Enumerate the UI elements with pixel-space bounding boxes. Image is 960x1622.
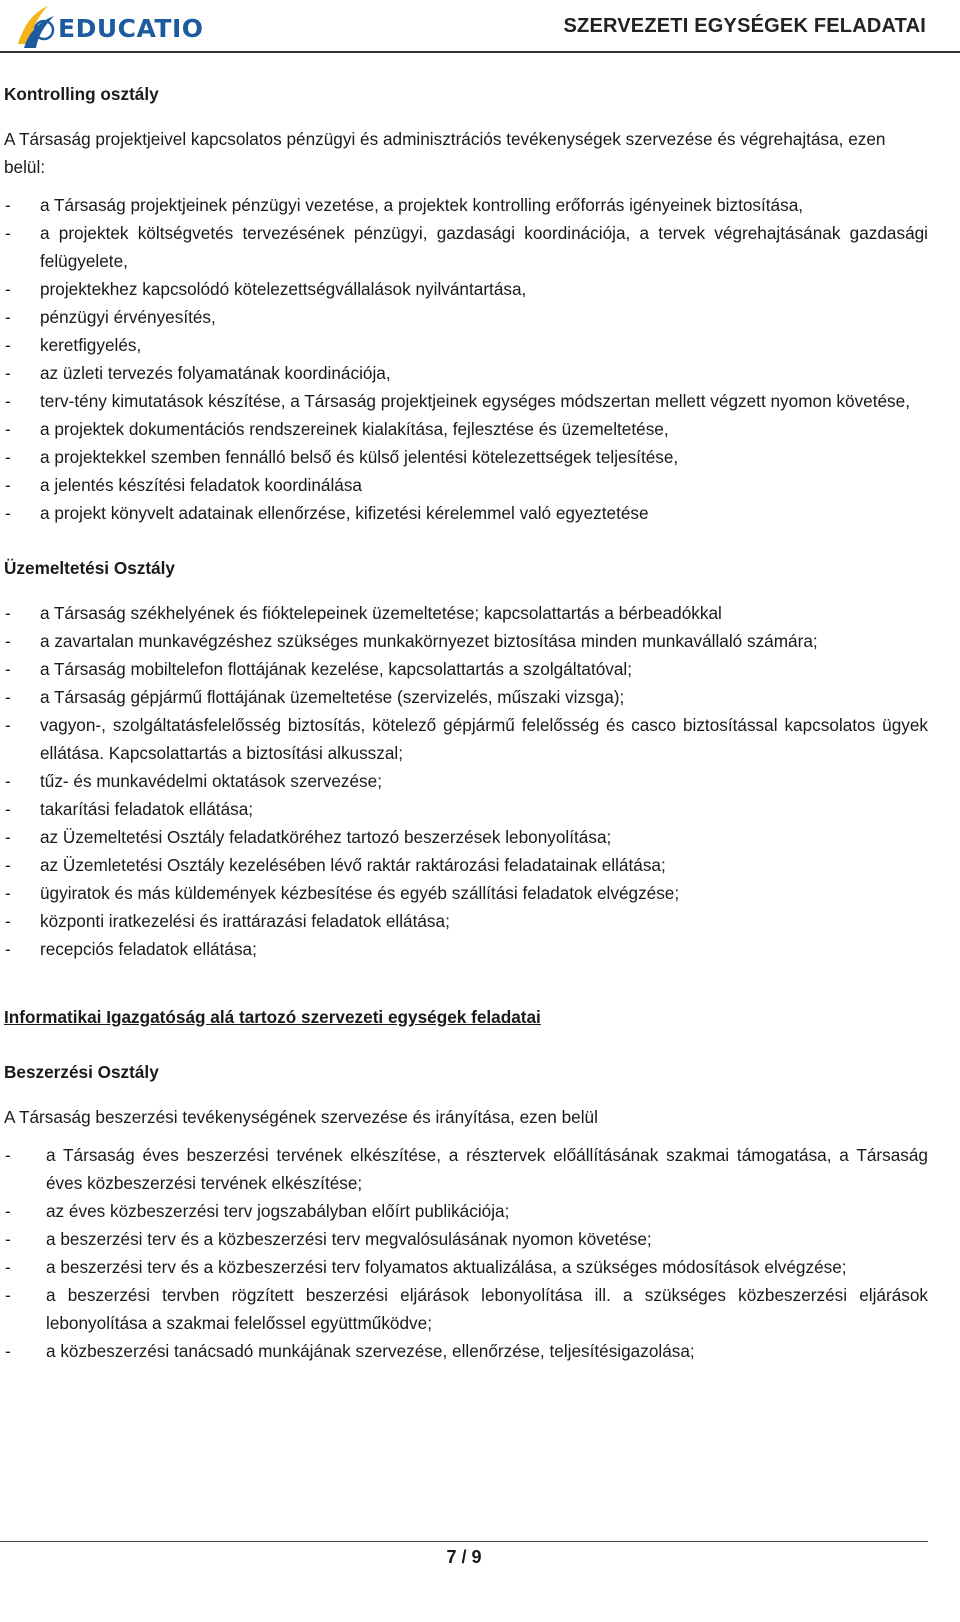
list-item: - a beszerzési terv és a közbeszerzési terv folyamatos aktualizálása, a szükséges módosítások elvégzése; <box>4 1253 928 1281</box>
list-item: - az üzleti tervezés folyamatának koordinációja, <box>4 359 928 387</box>
list-item: - központi iratkezelési és irattárazási feladatok ellátása; <box>4 907 928 935</box>
list-item: - tűz- és munkavédelmi oktatások szervezése; <box>4 767 928 795</box>
list-item: - a Társaság projektjeinek pénzügyi vezetése, a projektek kontrolling erőforrás igényeinek biztosítása, <box>4 191 928 219</box>
list-item: - keretfigyelés, <box>4 331 928 359</box>
list-item: - terv-tény kimutatások készítése, a Társaság projektjeinek egységes módszertan mellett végzett nyomon követése, <box>4 387 928 415</box>
list-item: - recepciós feladatok ellátása; <box>4 935 928 963</box>
beszerzesi-intro: A Társaság beszerzési tevékenységének szervezése és irányítása, ezen belül <box>4 1107 598 1127</box>
list-item: - az Üzemletetési Osztály kezelésében lévő raktár raktározási feladatainak ellátása; <box>4 851 928 879</box>
list-item: - a projektekkel szemben fennálló belső és külső jelentési kötelezettségek teljesítése, <box>4 443 928 471</box>
logo-swoosh-icon <box>14 4 58 50</box>
list-item: - ügyiratok és más küldemények kézbesítése és egyéb szállítási feladatok elvégzése; <box>4 879 928 907</box>
footer-divider <box>0 1541 928 1542</box>
list-item: - a Társaság székhelyének és fióktelepeinek üzemeltetése; kapcsolattartás a bérbeadókkal <box>4 599 928 627</box>
header-title: SZERVEZETI EGYSÉGEK FELADATAI <box>563 15 926 37</box>
kontrolling-heading: Kontrolling osztály <box>4 84 159 104</box>
header-divider <box>0 51 960 53</box>
list-item: - projektekhez kapcsolódó kötelezettségvállalások nyilvántartása, <box>4 275 928 303</box>
page-header <box>0 0 960 56</box>
list-item: - a zavartalan munkavégzéshez szükséges munkakörnyezet biztosítása minden munkavállaló számára; <box>4 627 928 655</box>
uzemeltetesi-list <box>4 599 928 963</box>
list-item: - vagyon-, szolgáltatásfelelősség biztosítás, kötelező gépjármű felelősség és casco biztosítással kapcsolatos ügyek ellátása. Kapcsolattartás a biztosítási alkusszal; <box>4 711 928 767</box>
informatikai-heading: Informatikai Igazgatóság alá tartozó szervezeti egységek feladatai <box>4 1007 541 1027</box>
beszerzesi-heading: Beszerzési Osztály <box>4 1062 159 1082</box>
beszerzesi-list <box>4 1141 928 1365</box>
logo-text: EDUCATIO <box>58 14 204 43</box>
educatio-logo <box>14 4 214 50</box>
list-item: - a Társaság gépjármű flottájának üzemeltetése (szervizelés, műszaki vizsga); <box>4 683 928 711</box>
list-item: - pénzügyi érvényesítés, <box>4 303 928 331</box>
list-item: - a közbeszerzési tanácsadó munkájának szervezése, ellenőrzése, teljesítésigazolása; <box>4 1337 928 1365</box>
list-item: - az Üzemeltetési Osztály feladatköréhez tartozó beszerzések lebonyolítása; <box>4 823 928 851</box>
kontrolling-list <box>4 191 928 527</box>
list-item: - a beszerzési tervben rögzített beszerzési eljárások lebonyolítása ill. a szükséges közbeszerzési eljárások lebonyolítása a szakmai felelőssel együttműködve; <box>4 1281 928 1337</box>
uzemeltetesi-heading: Üzemeltetési Osztály <box>4 558 175 578</box>
list-item: - a projekt könyvelt adatainak ellenőrzése, kifizetési kérelemmel való egyeztetése <box>4 499 928 527</box>
page-number: 7 / 9 <box>446 1547 482 1567</box>
list-item: - takarítási feladatok ellátása; <box>4 795 928 823</box>
list-item: - a Társaság éves beszerzési tervének elkészítése, a résztervek előállításának szakmai támogatása, a Társaság éves közbeszerzési tervének elkészítése; <box>4 1141 928 1197</box>
list-item: - a jelentés készítési feladatok koordinálása <box>4 471 928 499</box>
list-item: - a projektek dokumentációs rendszereinek kialakítása, fejlesztése és üzemeltetése, <box>4 415 928 443</box>
list-item: - a projektek költségvetés tervezésének pénzügyi, gazdasági koordinációja, a tervek végrehajtásának gazdasági felügyelete, <box>4 219 928 275</box>
document-body <box>4 80 928 1365</box>
list-item: - a Társaság mobiltelefon flottájának kezelése, kapcsolattartás a szolgáltatóval; <box>4 655 928 683</box>
list-item: - az éves közbeszerzési terv jogszabályban előírt publikációja; <box>4 1197 928 1225</box>
list-item: - a beszerzési terv és a közbeszerzési terv megvalósulásának nyomon követése; <box>4 1225 928 1253</box>
kontrolling-intro: A Társaság projektjeivel kapcsolatos pénzügyi és adminisztrációs tevékenységek szervezése és végrehajtása, ezen belül: <box>4 129 886 177</box>
